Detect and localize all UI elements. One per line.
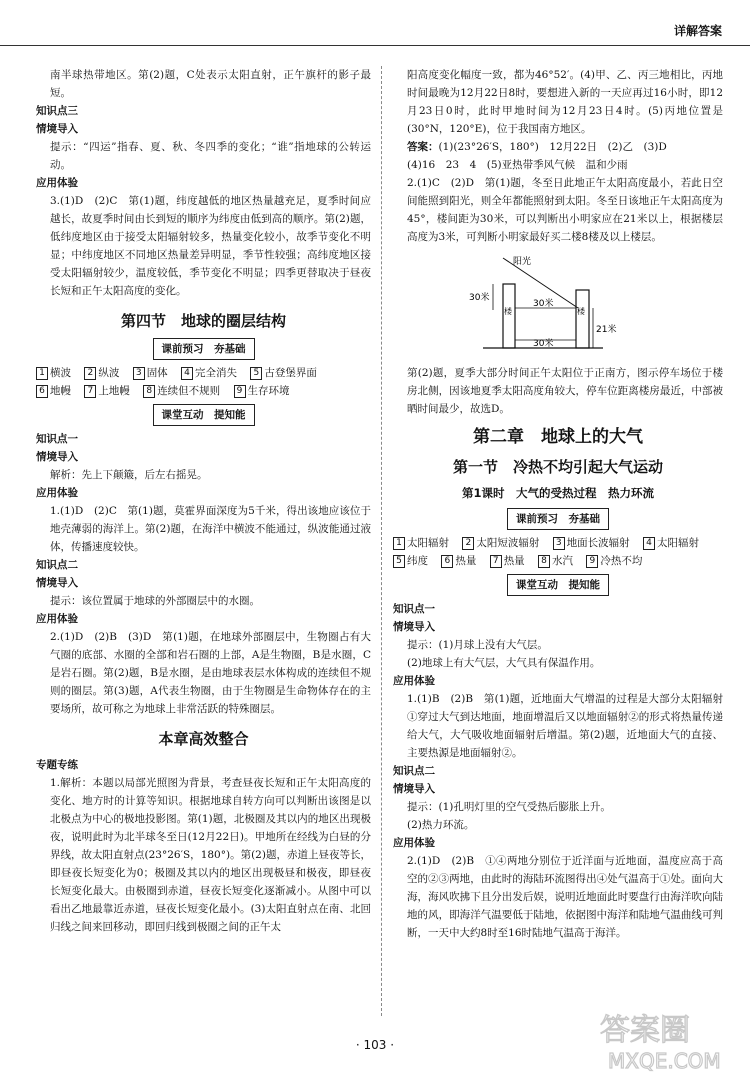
paragraph: 第(2)题，夏季大部分时间正午太阳位于正南方，图示停车场位于楼房北侧，因该地夏季太阳高度角较大，停车位距离楼房最近，中部被晒时间最少，故选D。 <box>407 367 723 415</box>
paragraph: 提示：“四运”指春、夏、秋、冬四季的变化；“谁”指地球的公转运动。 <box>50 141 371 171</box>
paragraph: 1.解析：本题以局部光照图为背景，考查昼夜长短和正午太阳高度的变化、地方时的计算等知识。根据地球自转方向可以判断出该图是以北极点为中心的极地投影图。第(1)题，北极圈及其以内的地区出现极夜，说明此时为北半球冬至日(12月22日)。甲地所在经线为白昼的分界线，故太阳直射点(23°26′S，180°)。第(2)题，赤道上昼夜等长，即昼夜长短变化为0；极圈及其以内的地区出现极昼和极夜，即昼夜长短变化最大。由极圈到赤道，昼夜长短变化逐渐减小。从图中可以看出乙地最靠近赤道，昼夜长短变化最小。(3)太阳直射点在南、北回归线之间来回移动，即回归线到极圈之间的正午太 <box>50 777 371 933</box>
classroom-box: 课堂互动 提知能 <box>153 404 255 426</box>
svg-text:答案圈: 答案圈 <box>600 1013 690 1048</box>
building-sunlight-figure <box>393 250 723 360</box>
paragraph: 提示：该位置属于地球的外部圈层中的水圈。 <box>50 595 260 607</box>
paragraph: 提示：(1)月球上没有大气层。 <box>407 639 548 651</box>
paragraph: 2.(1)D (2)B (3)D 第(1)题，在地球外部圈层中，生物圈占有大气圈的底部、水圈的全部和岩石圈的上部，A是生物圈，B是水圈，C是岩石圈。第(2)题，B是水圈，是由地球表层水体构成的连续但不规则的圈层。第(3)题，A代表生物圈，由于生物圈是生命物体存在的主要场所，故可称之为地球上非常活跃的特殊圈层。 <box>50 631 371 715</box>
paragraph: 解析：先上下颠簸，后左右摇晃。 <box>50 469 208 481</box>
section-title: 第一节 冷热不均引起大气运动 <box>452 458 663 476</box>
page-header: 详解答案 <box>673 24 722 38</box>
distance-label: 30米 <box>533 339 554 349</box>
page-number: · 103 · <box>355 1038 395 1052</box>
paragraph: 1.(1)B (2)B 第(1)题，近地面大气增温的过程是大部分太阳辐射①穿过大气到达地面，地面增温后又以地面辐射②的形式将热量传递给大气，大气吸收地面辐射后增温。第(2)题，近地面大气的直接、主要热源是地面辐射②。 <box>407 693 723 759</box>
knowledge-point: 知识点二 <box>36 559 78 571</box>
answer-line: 答案：(1)(23°26′S，180°) 12月22日 (2)乙 (3)D <box>407 141 667 153</box>
knowledge-point: 知识点一 <box>393 603 435 615</box>
watermark-logo <box>594 1002 734 1074</box>
application-heading: 应用体验 <box>36 177 78 189</box>
application-heading: 应用体验 <box>36 613 78 625</box>
building-label: 楼 <box>577 307 585 316</box>
paragraph: (2)地球上有大气层，大气具有保温作用。 <box>407 657 601 669</box>
preview-box: 课前预习 夯基础 <box>153 338 255 360</box>
knowledge-point: 知识点一 <box>36 433 78 445</box>
knowledge-point: 知识点三 <box>36 105 78 117</box>
header-rule <box>0 45 750 46</box>
svg-text:MXQE.COM: MXQE.COM <box>608 1049 721 1073</box>
paragraph: 2.(1)C (2)D 第(1)题，冬至日此地正午太阳高度最小，若此日空间能照到阳光，则全年都能照射到太阳。冬至日该地正午太阳高度为45°，楼间距为30米，可以判断出小明家应在21米以上，根据楼层高度为3米，可判断小明家最好买二楼8楼及以上楼层。 <box>407 177 723 243</box>
paragraph: 1.(1)D (2)C 第(1)题，莫霍界面深度为5千米，得出该地应该位于地壳薄弱的海洋上。第(2)题，在海洋中横波不能通过，纵波能通过液体，传播速度较快。 <box>50 505 371 553</box>
sunlight-label: 阳光 <box>513 257 532 267</box>
paragraph: 3.(1)D (2)C 第(1)题，纬度越低的地区热量越充足，夏季时间应越长，故夏季时间由长到短的顺序为纬度由低到高的顺序。第(2)题，低纬度地区由于接受太阳辐射较多，热量变化较小，故季节变化不明显；中纬度地区不同地区热量差异明显，季节性较强；高纬度地区接受太阳辐射较少，温度较低，季节变化不明显；四季更替取决于昼夜长短和正午太阳高度的变化。 <box>50 195 371 297</box>
section-title: 第四节 地球的圈层结构 <box>120 312 286 330</box>
distance-label: 30米 <box>533 299 554 309</box>
building-label: 楼 <box>504 307 512 316</box>
application-heading: 应用体验 <box>393 837 435 849</box>
preview-answers: 1 横波 2 纵波 3 固体 4 完全消失 5 古登堡界面 6 地幔 7 上地幔 8 连续但不规则 9 生存环境 <box>36 364 371 400</box>
right-column <box>393 66 723 942</box>
scenario-heading: 情境导入 <box>36 451 78 463</box>
classroom-box: 课堂互动 提知能 <box>507 574 609 596</box>
paragraph: 南半球热带地区。第(2)题，C处表示太阳直射，正午旗杆的影子最短。 <box>50 69 371 99</box>
column-divider <box>381 66 382 1016</box>
scenario-heading: 情境导入 <box>36 577 78 589</box>
paragraph: 阳高度变化幅度一致，都为46°52′。(4)甲、乙、丙三地相比，丙地时间最晚为12月22日8时，要想进入新的一天应再过16小时，即12月23日0时，此时甲地时间为12月23日4时。(5)丙地位置是(30°N，120°E)，位于我国南方地区。 <box>407 69 723 135</box>
topic-heading: 专题专练 <box>36 759 78 771</box>
scenario-heading: 情境导入 <box>36 123 78 135</box>
scenario-heading: 情境导入 <box>393 783 435 795</box>
preview-box: 课前预习 夯基础 <box>507 508 609 530</box>
preview-answers: 1 太阳辐射 2 太阳短波辐射 3 地面长波辐射 4 太阳辐射 5 纬度 6 热量 7 热量 8 水汽 9 冷热不均 <box>393 534 723 570</box>
height-label: 21米 <box>596 325 617 335</box>
section-title: 本章高效整合 <box>158 730 249 748</box>
chapter-title: 第二章 地球上的大气 <box>473 427 643 447</box>
height-label: 30米 <box>469 293 490 303</box>
knowledge-point: 知识点二 <box>393 765 435 777</box>
application-heading: 应用体验 <box>393 675 435 687</box>
scenario-heading: 情境导入 <box>393 621 435 633</box>
answer-line: (4)16 23 4 (5)亚热带季风气候 温和少雨 <box>407 159 628 171</box>
application-heading: 应用体验 <box>36 487 78 499</box>
paragraph: 2.(1)D (2)B ①④两地分别位于近洋面与近地面，温度应高于高空的②③两地，由此时的海陆环流图得出④处气温高于①处。面向大海，海风吹拂下且分出发后娱，说明近地面此时要盘行由海洋吹向陆地的风，即海洋气温要低于陆地，依据图中海洋和陆地气温曲线可判断，一天中大约8时至16时陆地气温高于海洋。 <box>407 855 723 939</box>
left-column <box>36 66 371 936</box>
lesson-title: 第1课时 大气的受热过程 热力环流 <box>462 486 654 500</box>
paragraph: 提示：(1)孔明灯里的空气受热后膨胀上升。 <box>407 801 611 813</box>
paragraph: (2)热力环流。 <box>407 819 475 831</box>
